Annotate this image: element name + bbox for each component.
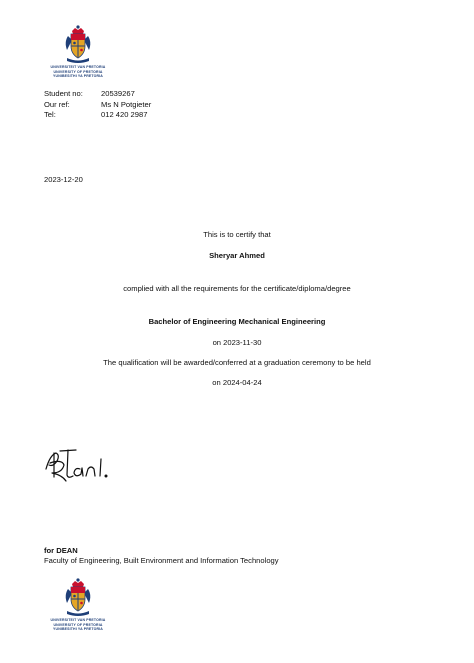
tel-label: Tel:: [44, 110, 56, 119]
requirements-statement: complied with all the requirements for the certificate/diploma/degree: [123, 284, 351, 293]
tel-value: 012 420 2987: [101, 110, 148, 119]
handwritten-signature-icon: [40, 447, 120, 483]
logo-line-english: UNIVERSITY OF PRETORIA: [53, 622, 103, 627]
university-crest-icon: [59, 577, 97, 617]
letter-date: 2023-12-20: [44, 175, 83, 184]
reference-block: [44, 89, 151, 121]
logo-line-afrikaans: UNIVERSITEIT VAN PRETORIA: [50, 618, 106, 622]
university-logo-bottom: [43, 577, 113, 632]
our-ref-label: Our ref:: [44, 99, 70, 109]
logo-line-english: UNIVERSITY OF PRETORIA: [53, 69, 103, 74]
student-no-value: 20539267: [101, 89, 135, 98]
certify-intro: This is to certify that: [203, 230, 271, 239]
university-name: [51, 65, 106, 79]
reference-row-our-ref: [44, 100, 151, 111]
student-name: Sheryar Ahmed: [209, 251, 265, 260]
student-no-label: Student no:: [44, 89, 83, 98]
our-ref-value: Ms N Potgieter: [101, 99, 152, 109]
reference-row-tel: [44, 110, 151, 121]
reference-row-student-no: [44, 89, 151, 100]
faculty-name: Faculty of Engineering, Built Environment and Information Technology: [44, 556, 279, 565]
ceremony-statement: The qualification will be awarded/conferred at a graduation ceremony to be held: [103, 358, 371, 367]
logo-line-sepedi: YUNIBESITHI YA PRETORIA: [53, 627, 103, 632]
qualification-title: Bachelor of Engineering Mechanical Engineering: [148, 317, 326, 326]
university-crest-icon: [59, 24, 97, 64]
university-name: [51, 618, 106, 632]
for-dean-label: for DEAN: [44, 546, 78, 555]
signatory-block: [44, 546, 279, 566]
completion-date: on 2023-11-30: [212, 338, 262, 347]
signature: [40, 447, 120, 485]
university-logo-top: [43, 24, 113, 79]
logo-line-sepedi: YUNIBESITHI YA PRETORIA: [53, 74, 103, 79]
logo-line-afrikaans: UNIVERSITEIT VAN PRETORIA: [50, 65, 106, 69]
ceremony-date: on 2024-04-24: [212, 378, 262, 387]
